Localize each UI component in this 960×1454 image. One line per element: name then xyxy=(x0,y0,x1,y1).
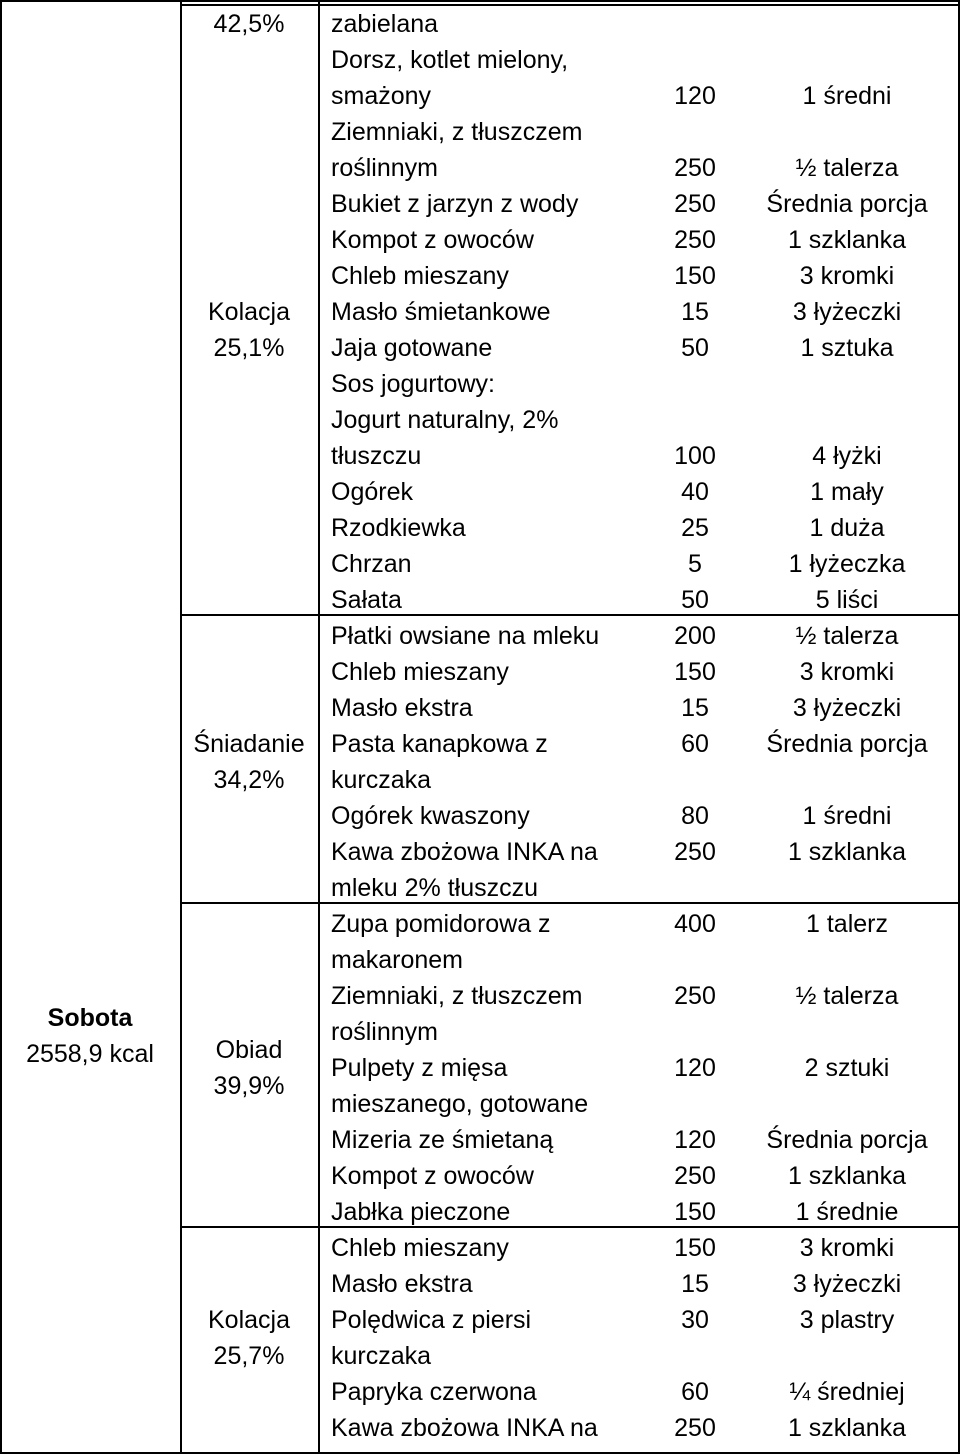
row-portion: 5 liści xyxy=(815,586,879,614)
row-grams: 50 xyxy=(681,334,709,362)
meal-percent: 34,2% xyxy=(213,766,285,794)
row-grams: 200 xyxy=(674,622,716,650)
row-food: Jogurt naturalny, 2% xyxy=(331,406,559,434)
row-portion: 1 szklanka xyxy=(787,226,907,254)
row-food: Masło śmietankowe xyxy=(331,298,551,326)
row-portion: ½ talerza xyxy=(795,622,899,650)
row-food: smażony xyxy=(331,82,432,110)
row-food: Zupa pomidorowa z xyxy=(331,910,551,938)
row-portion: 1 szklanka xyxy=(787,1414,907,1442)
row-grams: 15 xyxy=(681,298,709,326)
row-portion: ½ talerza xyxy=(795,154,899,182)
meal-column-divider xyxy=(318,0,320,1454)
row-food: Kawa zbożowa INKA na xyxy=(331,838,598,866)
row-portion: 1 średnie xyxy=(795,1198,899,1226)
row-portion: 1 szklanka xyxy=(787,838,907,866)
row-portion: ¼ średniej xyxy=(789,1378,905,1406)
row-grams: 150 xyxy=(674,1198,716,1226)
row-food: Rzodkiewka xyxy=(331,514,466,542)
meal-percent: 25,1% xyxy=(213,334,285,362)
row-food: Chleb mieszany xyxy=(331,1234,509,1262)
row-portion: ½ talerza xyxy=(795,982,899,1010)
row-portion: 3 łyżeczki xyxy=(792,694,902,722)
row-portion: 3 łyżeczki xyxy=(792,298,902,326)
row-food: Chleb mieszany xyxy=(331,658,509,686)
row-food: Dorsz, kotlet mielony, xyxy=(331,46,569,74)
row-food: Masło ekstra xyxy=(331,1270,473,1298)
row-grams: 120 xyxy=(674,82,716,110)
row-grams: 15 xyxy=(681,1270,709,1298)
row-portion: 1 szklanka xyxy=(787,1162,907,1190)
meal-name: Kolacja xyxy=(208,298,290,326)
row-food: Ziemniaki, z tłuszczem xyxy=(331,982,583,1010)
row-food: Chrzan xyxy=(331,550,412,578)
row-food: Papryka czerwona xyxy=(331,1378,537,1406)
row-food: Płatki owsiane na mleku xyxy=(331,622,600,650)
row-portion: 3 kromki xyxy=(799,262,895,290)
row-food: mieszanego, gotowane xyxy=(331,1090,589,1118)
row-grams: 150 xyxy=(674,658,716,686)
row-portion: 1 duża xyxy=(809,514,885,542)
row-grams: 250 xyxy=(674,190,716,218)
row-food: Pasta kanapkowa z xyxy=(331,730,548,758)
row-portion: 2 sztuki xyxy=(804,1054,890,1082)
meal-percent: 39,9% xyxy=(213,1072,285,1100)
row-portion: 1 łyżeczka xyxy=(788,550,906,578)
row-portion: 1 średni xyxy=(802,802,892,830)
row-portion: 1 sztuka xyxy=(800,334,894,362)
row-grams: 40 xyxy=(681,478,709,506)
row-food: mleku 2% tłuszczu xyxy=(331,874,539,902)
row-food: Sałata xyxy=(331,586,402,614)
row-grams: 120 xyxy=(674,1126,716,1154)
day-kcal: 2558,9 kcal xyxy=(26,1040,154,1068)
row-food: Mizeria ze śmietaną xyxy=(331,1126,554,1154)
row-food: Polędwica z piersi xyxy=(331,1306,532,1334)
row-food: Kompot z owoców xyxy=(331,1162,534,1190)
row-grams: 250 xyxy=(674,1162,716,1190)
row-grams: 250 xyxy=(674,982,716,1010)
row-food: roślinnym xyxy=(331,154,438,182)
day-name: Sobota xyxy=(47,1004,133,1032)
row-food: Kompot z owoców xyxy=(331,226,534,254)
row-grams: 25 xyxy=(681,514,709,542)
row-portion: 4 łyżki xyxy=(812,442,882,470)
row-food: tłuszczu xyxy=(331,442,422,470)
row-portion: 1 średni xyxy=(802,82,892,110)
row-grams: 250 xyxy=(674,226,716,254)
row-portion: 3 plastry xyxy=(799,1306,895,1334)
row-grams: 150 xyxy=(674,262,716,290)
row-food: Bukiet z jarzyn z wody xyxy=(331,190,579,218)
row-food: Pulpety z mięsa xyxy=(331,1054,508,1082)
row-food: Chleb mieszany xyxy=(331,262,509,290)
top-meal-percent: 42,5% xyxy=(213,10,285,38)
row-portion: 3 łyżeczki xyxy=(792,1270,902,1298)
meal-divider xyxy=(180,614,960,616)
table-border-left xyxy=(0,0,2,1454)
row-portion: Średnia porcja xyxy=(766,190,928,218)
row-grams: 50 xyxy=(681,586,709,614)
meal-name: Śniadanie xyxy=(193,730,305,758)
row-portion: 1 talerz xyxy=(806,910,888,938)
row-food: Ziemniaki, z tłuszczem xyxy=(331,118,583,146)
row-food: Jabłka pieczone xyxy=(331,1198,511,1226)
meal-percent: 25,7% xyxy=(213,1342,285,1370)
row-grams: 60 xyxy=(681,1378,709,1406)
row-food: Ogórek xyxy=(331,478,413,506)
row-grams: 250 xyxy=(674,1414,716,1442)
row-food: Kawa zbożowa INKA na xyxy=(331,1414,598,1442)
row-grams: 60 xyxy=(681,730,709,758)
row-food: roślinnym xyxy=(331,1018,438,1046)
row-grams: 100 xyxy=(674,442,716,470)
row-food: kurczaka xyxy=(331,766,432,794)
table-border-right xyxy=(958,0,960,1454)
row-food: Jaja gotowane xyxy=(331,334,493,362)
table-border-top xyxy=(0,0,960,2)
row-grams: 120 xyxy=(674,1054,716,1082)
row-portion: 3 kromki xyxy=(799,658,895,686)
row-portion: Średnia porcja xyxy=(766,1126,928,1154)
row-food: Sos jogurtowy: xyxy=(331,370,495,398)
meal-name: Kolacja xyxy=(208,1306,290,1334)
row-grams: 80 xyxy=(681,802,709,830)
row-grams: 5 xyxy=(688,550,702,578)
row-grams: 15 xyxy=(681,694,709,722)
meal-divider xyxy=(180,902,960,904)
meal-divider xyxy=(180,1226,960,1228)
row-portion: 3 kromki xyxy=(799,1234,895,1262)
top-meal-first-item: zabielana xyxy=(331,10,439,38)
meal-name: Obiad xyxy=(215,1036,283,1064)
table-border-bottom xyxy=(0,1452,960,1454)
row-food: Masło ekstra xyxy=(331,694,473,722)
row-portion: 1 mały xyxy=(810,478,884,506)
row-food: Ogórek kwaszony xyxy=(331,802,530,830)
meal-divider xyxy=(180,4,960,6)
row-grams: 400 xyxy=(674,910,716,938)
row-grams: 250 xyxy=(674,154,716,182)
row-food: kurczaka xyxy=(331,1342,432,1370)
row-grams: 150 xyxy=(674,1234,716,1262)
row-food: makaronem xyxy=(331,946,463,974)
row-grams: 30 xyxy=(681,1306,709,1334)
row-portion: Średnia porcja xyxy=(766,730,928,758)
row-grams: 250 xyxy=(674,838,716,866)
